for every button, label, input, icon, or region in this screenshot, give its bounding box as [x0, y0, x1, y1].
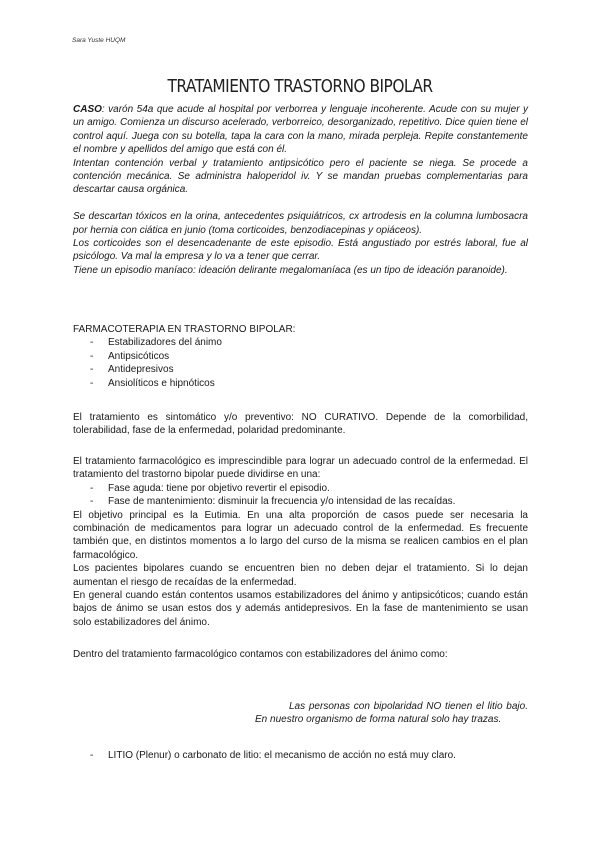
- list-item: - LITIO (Plenur) o carbonato de litio: el mecanismo de acción no está muy claro.: [73, 749, 528, 762]
- case-tests: Se descartan tóxicos en la orina, antecedentes psiquiátricos, cx artrodesis en la columna lumbosacra por hernia con ciática en junio (toma corticoides, benzodiacepinas y opiáceos).: [73, 211, 528, 236]
- phases-list: [73, 482, 528, 509]
- list-item: - Fase aguda: tiene por objetivo revertir el episodio.: [73, 482, 528, 495]
- case-episode: Tiene un episodio maníaco: ideación delirante megalomaníaca (es un tipo de ideación paranoide).: [73, 264, 508, 276]
- lithium-note: Las personas con bipolaridad NO tienen el litio bajo. En nuestro organismo de forma natural solo hay trazas.: [255, 701, 528, 726]
- mood-treatment-paragraph: En general cuando están contentos usamos estabilizadores del ánimo y antipsicóticos; cuando están bajos de ánimo se usan estos dos y además antidepresivos. En la fase de mantenimiento se usan solo estabilizadores del ánimo.: [73, 590, 528, 628]
- lithium-section: [73, 749, 528, 762]
- pharmacotherapy-list: [73, 336, 528, 390]
- pharmacotherapy-section: [73, 323, 528, 390]
- case-label: CASO: [73, 104, 102, 115]
- list-item: - Antidepresivos: [73, 363, 528, 376]
- list-item: - Estabilizadores del ánimo: [73, 336, 528, 349]
- case-trigger: Los corticoides son el desencadenante de este episodio. Está angustiado por estrés laboral, fue al psicólogo. Va mal la empresa y lo va a tener que cerrar.: [73, 238, 528, 263]
- treatment-section: [73, 455, 528, 629]
- list-item: - Fase de mantenimiento: disminuir la frecuencia y/o intensidad de las recaídas.: [73, 495, 528, 508]
- treatment-nature-paragraph: El tratamiento es sintomático y/o preventivo: NO CURATIVO. Depende de la comorbilidad, tolerabilidad, fase de la enfermedad, polaridad predominante.: [73, 412, 528, 437]
- case-intro: CASO: varón 54a que acude al hospital por verborrea y lenguaje incoherente. Acude con su mujer y un amigo. Comienza un discurso acelerado, verborreico, desorganizado, repetitivo. Dice quien tiene el control aquí. Juega con su botella, tapa la cara con la mano, mirada perpleja. Repite constantemente el nombre y apellidos del amigo que está con él.: [73, 104, 528, 156]
- pharmacotherapy-heading: FARMACOTERAPIA EN TRASTORNO BIPOLAR:: [73, 324, 296, 335]
- eutimia-paragraph: El objetivo principal es la Eutimia. En una alta proporción de casos puede ser necesaria la combinación de medicamentos para lograr un adecuado control de la enfermedad. Es frecuente también que, en distintos momentos a lo largo del curso de la misma se realicen cambios en el plan farmacológico.: [73, 509, 528, 561]
- adherence-paragraph: Los pacientes bipolares cuando se encuentren bien no deben dejar el tratamiento. Si lo dejan aumentan el riesgo de recaídas de la enfermedad.: [73, 563, 528, 588]
- list-item: - Ansiolíticos e hipnóticos: [73, 377, 528, 390]
- page-header-author: Sara Yuste HUQM: [72, 37, 126, 44]
- treatment-intro: El tratamiento farmacológico es imprescindible para lograr un adecuado control de la enfermedad. El tratamiento del trastorno bipolar puede dividirse en una:: [73, 456, 528, 481]
- case-section: [73, 103, 528, 277]
- stabilizers-intro: Dentro del tratamiento farmacológico contamos con estabilizadores del ánimo como:: [73, 649, 448, 660]
- case-treatment: Intentan contención verbal y tratamiento antipsicótico pero el paciente se niega. Se procede a contención mecánica. Se administra haloperidol iv. Y se mandan pruebas complementarias para descartar causa orgánica.: [73, 157, 528, 196]
- page-title: TRATAMIENTO TRASTORNO BIPOLAR: [167, 77, 433, 97]
- list-item: - Antipsicóticos: [73, 350, 528, 363]
